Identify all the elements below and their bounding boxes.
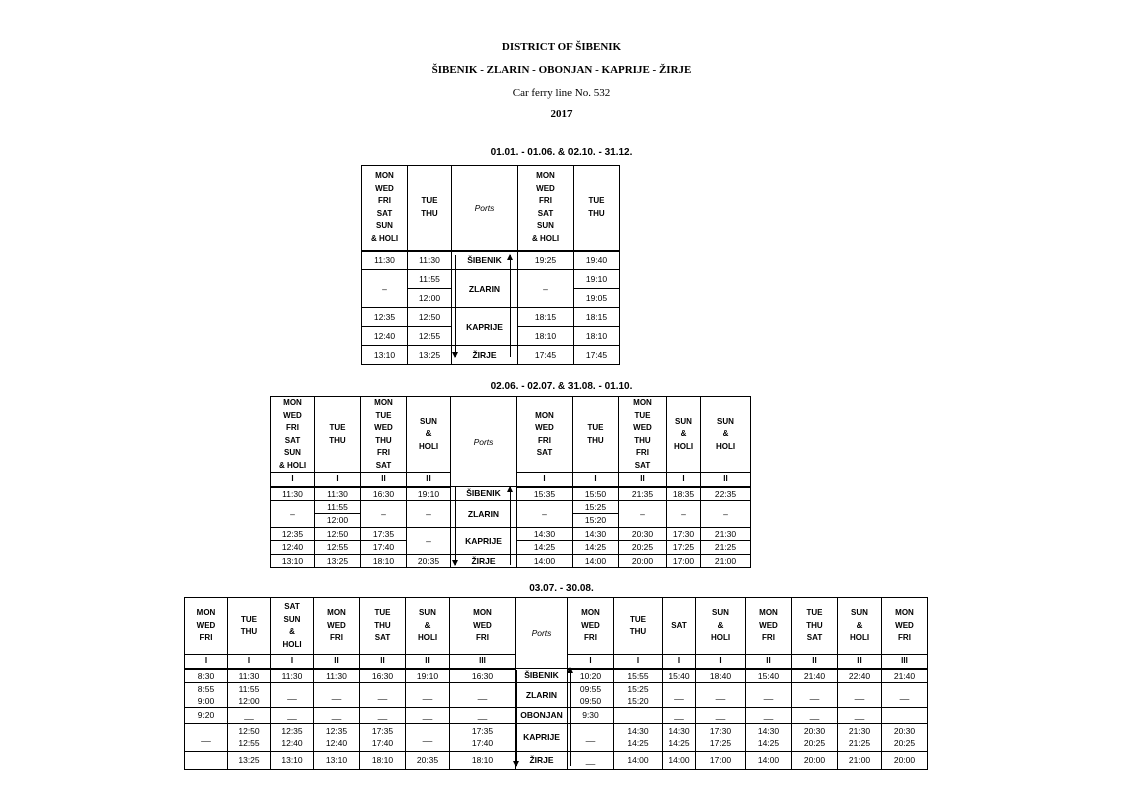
departure-time: 16:30 — [450, 669, 516, 683]
trip-number: I — [614, 655, 663, 669]
ports-header: Ports — [451, 397, 517, 487]
trip-number: I — [667, 473, 701, 487]
day-header: TUE THU — [574, 166, 620, 251]
departure-time: 11:30 — [228, 669, 271, 683]
departure-time: 21:25 — [701, 541, 751, 555]
return-arrow-icon — [570, 668, 571, 766]
port-kaprije: KAPRIJE — [516, 723, 568, 751]
departure-time: 17:35 17:40 — [450, 723, 516, 751]
departure-time: – — [362, 270, 408, 308]
departure-time: – — [518, 270, 574, 308]
departure-time: __ — [406, 723, 450, 751]
header-row — [271, 397, 751, 473]
departure-time: 12:50 12:55 — [228, 723, 271, 751]
day-header: MON WED FRI — [568, 598, 614, 655]
route-title: ŠIBENIK - ZLARIN - OBONJAN - KAPRIJE - ŽIRJE — [431, 64, 692, 76]
trip-number: I — [696, 655, 746, 669]
departure-time: __ — [450, 707, 516, 723]
departure-time: __ — [271, 707, 314, 723]
period3-table — [184, 597, 928, 770]
trip-number: III — [882, 655, 928, 669]
departure-time: 13:25 — [315, 554, 361, 568]
port-kaprije: KAPRIJE — [452, 308, 518, 346]
departure-time: 14:00 — [573, 554, 619, 568]
port-šibenik: ŠIBENIK — [452, 251, 518, 270]
day-header: MON WED FRI SAT SUN & HOLI — [518, 166, 574, 251]
departure-time: __ — [360, 707, 406, 723]
departure-time: 15:40 — [663, 669, 696, 683]
port-zlarin: ZLARIN — [516, 682, 568, 707]
departure-time: – — [667, 500, 701, 527]
departure-time: 15:25 — [573, 500, 619, 514]
departure-time: – — [517, 500, 573, 527]
header-row — [362, 166, 620, 251]
departure-time: 19:25 — [518, 251, 574, 270]
departure-time: 15:35 — [517, 487, 573, 501]
departure-time: 11:30 — [315, 487, 361, 501]
departure-time: – — [407, 527, 451, 554]
departure-time: 20:00 — [619, 554, 667, 568]
day-header: MON WED FRI SAT — [517, 397, 573, 473]
departure-time: 18:10 — [518, 327, 574, 346]
departure-time: 13:10 — [362, 346, 408, 365]
line-number: Car ferry line No. 532 — [512, 87, 611, 99]
trip-number: II — [619, 473, 667, 487]
departure-time: 18:10 — [574, 327, 620, 346]
day-header: MON WED FRI — [746, 598, 792, 655]
departure-time: __ — [746, 707, 792, 723]
departure-time: 19:40 — [574, 251, 620, 270]
departure-time: __ — [228, 707, 271, 723]
trip-number: II — [701, 473, 751, 487]
departure-time: 18:15 — [518, 308, 574, 327]
departure-time: 11:30 — [271, 669, 314, 683]
departure-time: 11:30 — [408, 251, 452, 270]
trip-number: I — [517, 473, 573, 487]
departure-time: 8:55 9:00 — [185, 682, 228, 707]
departure-time: 14:00 — [614, 751, 663, 769]
departure-time: 14:30 14:25 — [746, 723, 792, 751]
departure-time: 20:35 — [407, 554, 451, 568]
departure-time: 14:25 — [517, 541, 573, 555]
departure-time: 11:55 12:00 — [228, 682, 271, 707]
departure-time: 20:00 — [792, 751, 838, 769]
departure-time: 15:55 — [614, 669, 663, 683]
departure-time: __ — [663, 707, 696, 723]
day-header: SAT SUN & HOLI — [271, 598, 314, 655]
departure-time: __ — [792, 682, 838, 707]
day-header: MON WED FRI — [882, 598, 928, 655]
day-header: MON WED FRI SAT SUN & HOLI — [362, 166, 408, 251]
day-header: MON WED FRI — [185, 598, 228, 655]
port-žirje: ŽIRJE — [451, 554, 517, 568]
departure-time: 12:50 — [315, 527, 361, 541]
departure-time: __ — [314, 682, 360, 707]
ports-header: Ports — [452, 166, 518, 251]
trip-number: II — [746, 655, 792, 669]
departure-time: __ — [406, 682, 450, 707]
ports-header: Ports — [516, 598, 568, 669]
outbound-arrow-icon — [516, 670, 517, 766]
outbound-arrow-icon — [455, 487, 456, 565]
timetable-row — [362, 346, 620, 365]
departure-time: 09:55 09:50 — [568, 682, 614, 707]
departure-time: 17:00 — [696, 751, 746, 769]
departure-time: __ — [406, 707, 450, 723]
trip-number: II — [792, 655, 838, 669]
departure-time: 10:20 — [568, 669, 614, 683]
timetable-row — [185, 723, 928, 751]
departure-time: 17:00 — [667, 554, 701, 568]
period2-caption: 02.06. - 02.07. & 31.08. - 01.10. — [490, 381, 633, 392]
departure-time: 18:10 — [450, 751, 516, 769]
departure-time: 12:35 12:40 — [271, 723, 314, 751]
day-header: SUN & HOLI — [701, 397, 751, 473]
day-header: TUE THU — [228, 598, 271, 655]
departure-time: __ — [450, 682, 516, 707]
departure-time — [614, 707, 663, 723]
departure-time: 22:35 — [701, 487, 751, 501]
departure-time: 17:45 — [574, 346, 620, 365]
departure-time: __ — [568, 751, 614, 769]
departure-time: 15:25 15:20 — [614, 682, 663, 707]
day-header: MON TUE WED THU FRI SAT — [361, 397, 407, 473]
day-header: MON WED FRI SAT SUN & HOLI — [271, 397, 315, 473]
return-arrow-icon — [510, 255, 511, 357]
departure-time: 18:35 — [667, 487, 701, 501]
trip-number: II — [361, 473, 407, 487]
departure-time: __ — [838, 707, 882, 723]
year: 2017 — [550, 108, 573, 120]
departure-time: 15:20 — [573, 514, 619, 528]
departure-time — [185, 751, 228, 769]
departure-time: 14:00 — [746, 751, 792, 769]
departure-time: __ — [838, 682, 882, 707]
departure-time: – — [407, 500, 451, 527]
trip-number: III — [450, 655, 516, 669]
departure-time: 20:30 20:25 — [882, 723, 928, 751]
port-šibenik: ŠIBENIK — [451, 487, 517, 501]
departure-time: 11:55 — [408, 270, 452, 289]
departure-time: 21:30 — [701, 527, 751, 541]
day-header: MON WED FRI — [450, 598, 516, 655]
departure-time: 14:25 — [573, 541, 619, 555]
departure-time: __ — [568, 723, 614, 751]
departure-time: 19:10 — [574, 270, 620, 289]
outbound-arrow-icon — [455, 255, 456, 357]
departure-time: 17:30 — [667, 527, 701, 541]
departure-time: 14:30 14:25 — [663, 723, 696, 751]
day-header: TUE THU — [408, 166, 452, 251]
period1-table — [361, 165, 620, 365]
departure-time: 13:25 — [408, 346, 452, 365]
departure-time: 17:25 — [667, 541, 701, 555]
departure-time: 12:35 — [362, 308, 408, 327]
departure-time: 18:10 — [361, 554, 407, 568]
day-header: TUE THU — [573, 397, 619, 473]
departure-time: 21:40 — [882, 669, 928, 683]
departure-time: __ — [696, 682, 746, 707]
trip-number: I — [228, 655, 271, 669]
trip-number: II — [314, 655, 360, 669]
day-header: TUE THU SAT — [792, 598, 838, 655]
departure-time: 12:50 — [408, 308, 452, 327]
departure-time: 12:35 — [271, 527, 315, 541]
departure-time: 12:00 — [315, 514, 361, 528]
departure-time: 12:55 — [315, 541, 361, 555]
departure-time: __ — [185, 723, 228, 751]
day-header: MON TUE WED THU FRI SAT — [619, 397, 667, 473]
departure-time: 9:30 — [568, 707, 614, 723]
day-header: TUE THU — [315, 397, 361, 473]
departure-time: 12:00 — [408, 289, 452, 308]
departure-time: 13:25 — [228, 751, 271, 769]
departure-time: __ — [360, 682, 406, 707]
timetable-row — [185, 682, 928, 707]
day-header: SUN & HOLI — [667, 397, 701, 473]
departure-time: – — [271, 500, 315, 527]
port-žirje: ŽIRJE — [516, 751, 568, 769]
day-header: TUE THU SAT — [360, 598, 406, 655]
timetable-row — [185, 707, 928, 723]
port-obonjan: OBONJAN — [516, 707, 568, 723]
departure-time: – — [701, 500, 751, 527]
period1-caption: 01.01. - 01.06. & 02.10. - 31.12. — [490, 147, 633, 158]
period3-caption: 03.07. - 30.08. — [529, 583, 594, 594]
return-arrow-icon — [510, 487, 511, 565]
day-header: SUN & HOLI — [838, 598, 882, 655]
departure-time: 11:30 — [314, 669, 360, 683]
departure-time: 14:30 — [573, 527, 619, 541]
day-header: SUN & HOLI — [406, 598, 450, 655]
timetable-row — [362, 251, 620, 270]
departure-time: 20:30 20:25 — [792, 723, 838, 751]
port-šibenik: ŠIBENIK — [516, 669, 568, 683]
departure-time: 17:35 17:40 — [360, 723, 406, 751]
departure-time: 17:40 — [361, 541, 407, 555]
departure-time: 16:30 — [361, 487, 407, 501]
timetable-row — [362, 270, 620, 289]
departure-time: 11:30 — [362, 251, 408, 270]
departure-time: 21:40 — [792, 669, 838, 683]
trip-number: I — [568, 655, 614, 669]
departure-time: 18:10 — [360, 751, 406, 769]
departure-time: 21:30 21:25 — [838, 723, 882, 751]
departure-time: 21:35 — [619, 487, 667, 501]
timetable-row — [362, 308, 620, 327]
departure-time: 19:10 — [407, 487, 451, 501]
trip-number: II — [406, 655, 450, 669]
timetable-row — [185, 751, 928, 769]
departure-time: 14:00 — [517, 554, 573, 568]
departure-time: 11:30 — [271, 487, 315, 501]
departure-time: 14:00 — [663, 751, 696, 769]
departure-time: 19:10 — [406, 669, 450, 683]
departure-time: __ — [271, 682, 314, 707]
departure-time: 12:40 — [362, 327, 408, 346]
trip-number: II — [407, 473, 451, 487]
departure-time: 21:00 — [838, 751, 882, 769]
departure-time: 14:30 14:25 — [614, 723, 663, 751]
trip-number: I — [663, 655, 696, 669]
departure-time: __ — [792, 707, 838, 723]
departure-time: 11:55 — [315, 500, 361, 514]
departure-time: 19:05 — [574, 289, 620, 308]
day-header: SUN & HOLI — [407, 397, 451, 473]
day-header: MON WED FRI — [314, 598, 360, 655]
departure-time: 12:40 — [271, 541, 315, 555]
departure-time: 9:20 — [185, 707, 228, 723]
departure-time: 15:50 — [573, 487, 619, 501]
trip-number: I — [271, 655, 314, 669]
trip-number: I — [185, 655, 228, 669]
departure-time: __ — [663, 682, 696, 707]
district-title: DISTRICT OF ŠIBENIK — [501, 41, 622, 53]
departure-time: 20:35 — [406, 751, 450, 769]
departure-time: 16:30 — [360, 669, 406, 683]
departure-time: 20:25 — [619, 541, 667, 555]
departure-time: 8:30 — [185, 669, 228, 683]
departure-time: 20:30 — [619, 527, 667, 541]
trip-number: II — [838, 655, 882, 669]
departure-time: 20:00 — [882, 751, 928, 769]
departure-time: 17:30 17:25 — [696, 723, 746, 751]
day-header: SUN & HOLI — [696, 598, 746, 655]
trip-number: II — [360, 655, 406, 669]
header-row — [185, 598, 928, 655]
departure-time: 17:45 — [518, 346, 574, 365]
timetable-row — [185, 669, 928, 683]
departure-time: __ — [314, 707, 360, 723]
departure-time — [882, 707, 928, 723]
departure-time: 18:15 — [574, 308, 620, 327]
trip-number: I — [315, 473, 361, 487]
port-žirje: ŽIRJE — [452, 346, 518, 365]
port-kaprije: KAPRIJE — [451, 527, 517, 554]
day-header: SAT — [663, 598, 696, 655]
port-zlarin: ZLARIN — [452, 270, 518, 308]
departure-time: 13:10 — [271, 751, 314, 769]
departure-time: – — [619, 500, 667, 527]
trip-number: I — [271, 473, 315, 487]
departure-time: 22:40 — [838, 669, 882, 683]
departure-time: 12:35 12:40 — [314, 723, 360, 751]
departure-time: 13:10 — [271, 554, 315, 568]
departure-time: 13:10 — [314, 751, 360, 769]
day-header: TUE THU — [614, 598, 663, 655]
departure-time: 21:00 — [701, 554, 751, 568]
departure-time: 14:30 — [517, 527, 573, 541]
departure-time: 17:35 — [361, 527, 407, 541]
departure-time: __ — [746, 682, 792, 707]
departure-time: 12:55 — [408, 327, 452, 346]
departure-time: – — [361, 500, 407, 527]
departure-time: 15:40 — [746, 669, 792, 683]
departure-time: __ — [696, 707, 746, 723]
departure-time: __ — [882, 682, 928, 707]
trip-number: I — [573, 473, 619, 487]
port-zlarin: ZLARIN — [451, 500, 517, 527]
departure-time: 18:40 — [696, 669, 746, 683]
